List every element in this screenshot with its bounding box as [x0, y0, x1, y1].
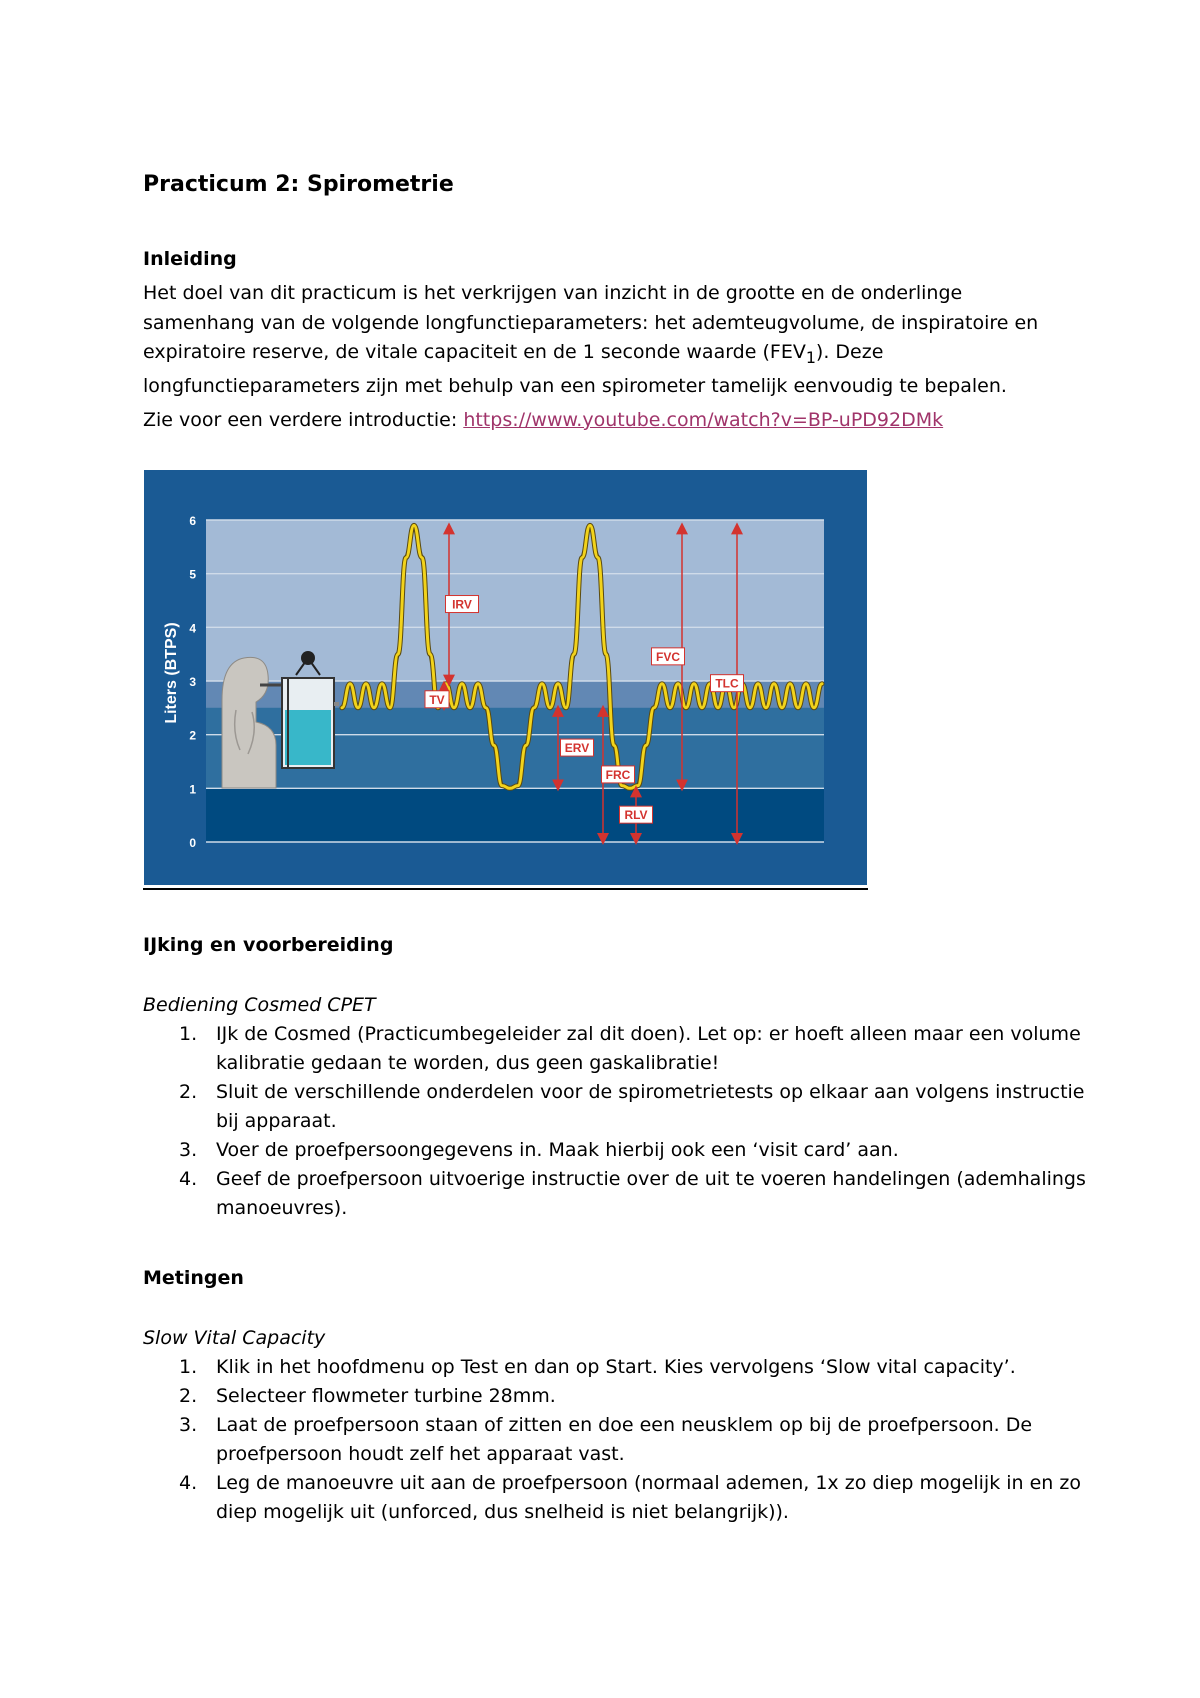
- annotation-label: FRC: [605, 767, 631, 782]
- intro-paragraph: [143, 279, 1063, 435]
- youtube-link[interactable]: https://www.youtube.com/watch?v=BP-uPD92DMk: [463, 408, 944, 431]
- list-item: [143, 1469, 1096, 1527]
- spirometry-chart: [144, 470, 867, 885]
- measurements-subheading: Slow Vital Capacity: [143, 1327, 326, 1349]
- fev-subscript: 1: [805, 347, 816, 367]
- list-item-text: IJk de Cosmed (Practicumbegeleider zal dit doen). Let op: er hoeft alleen maar een volume kalibratie gedaan te worden, dus geen gaskalibratie!: [216, 1023, 1081, 1074]
- measurements-list: [143, 1353, 1096, 1527]
- y-tick-label: 6: [189, 514, 196, 528]
- y-tick-label: 3: [189, 675, 196, 689]
- list-item-number: 2.: [179, 1081, 198, 1103]
- annotation-label: TV: [429, 692, 445, 707]
- list-item: [143, 1411, 1096, 1469]
- y-tick-label: 0: [189, 836, 196, 850]
- list-item-text: Klik in het hoofdmenu op Test en dan op Start. Kies vervolgens ‘Slow vital capacity’.: [216, 1356, 1016, 1378]
- calibration-section: [143, 934, 1096, 1223]
- list-item-text: Geef de proefpersoon uitvoerige instructie over de uit te voeren handelingen (ademhalings manoeuvres).: [216, 1168, 1086, 1219]
- page-title: Practicum 2: Spirometrie: [143, 172, 454, 197]
- list-item: [143, 1078, 1096, 1136]
- y-tick-label: 1: [189, 782, 196, 797]
- list-item-number: 1.: [179, 1023, 198, 1045]
- measurements-section: [143, 1267, 1096, 1527]
- annotation-label: RLV: [624, 808, 648, 823]
- y-tick-label: 4: [189, 621, 196, 636]
- list-item-number: 4.: [179, 1168, 198, 1190]
- list-item: [143, 1136, 1096, 1165]
- list-item-text: Laat de proefpersoon staan of zitten en doe een neusklem op bij de proefpersoon. De proefpersoon houdt zelf het apparaat vast.: [216, 1414, 1033, 1465]
- list-item: [143, 1165, 1096, 1223]
- intro-text-after: ). Deze longfunctieparameters zijn met behulp van een spirometer tamelijk eenvoudig te bepalen.: [143, 341, 1007, 398]
- intro-text: Het doel van dit practicum is het verkrijgen van inzicht in de grootte en de onderlinge samenhang van de volgende longfunctieparameters: het ademteugvolume, de inspiratoire en expiratoire reserve, de vitale capaciteit en de 1 seconde waarde (FEV: [143, 282, 1039, 363]
- calibration-list: [143, 1020, 1096, 1223]
- figure-rule: [143, 888, 868, 890]
- intro-section: [143, 248, 1063, 435]
- list-item: [143, 1353, 1096, 1382]
- list-item-number: 2.: [179, 1385, 198, 1407]
- chart-band: [206, 520, 824, 681]
- list-item-text: Sluit de verschillende onderdelen voor de spirometrietests op elkaar aan volgens instructie bij apparaat.: [216, 1081, 1085, 1132]
- annotation-label: ERV: [564, 741, 590, 756]
- list-item-text: Leg de manoeuvre uit aan de proefpersoon (normaal ademen, 1x zo diep mogelijk in en zo diep mogelijk uit (unforced, dus snelheid is niet belangrijk)).: [216, 1472, 1081, 1523]
- list-item-number: 4.: [179, 1472, 198, 1494]
- list-item: [143, 1020, 1096, 1078]
- intro-link-prefix: Zie voor een verdere introductie:: [143, 408, 464, 431]
- list-item-number: 3.: [179, 1414, 198, 1436]
- chart-band: [206, 788, 824, 842]
- annotation-label: TLC: [715, 676, 739, 691]
- list-item-text: Selecteer flowmeter turbine 28mm.: [216, 1385, 556, 1407]
- annotation-label: IRV: [452, 597, 472, 612]
- measurements-heading: Metingen: [143, 1267, 244, 1289]
- calibration-heading: IJking en voorbereiding: [143, 934, 394, 956]
- y-axis-label: Liters (BTPS): [163, 622, 180, 724]
- annotation-label: FVC: [656, 649, 680, 664]
- list-item: [143, 1382, 1096, 1411]
- list-item-text: Voer de proefpersoongegevens in. Maak hierbij ook een ‘visit card’ aan.: [216, 1139, 899, 1161]
- y-tick-label: 2: [189, 728, 196, 743]
- spirometer-water: [285, 710, 331, 765]
- list-item-number: 3.: [179, 1139, 198, 1161]
- list-item-number: 1.: [179, 1356, 198, 1378]
- intro-heading: Inleiding: [143, 248, 237, 270]
- y-tick-label: 5: [189, 567, 196, 582]
- calibration-subheading: Bediening Cosmed CPET: [143, 994, 376, 1016]
